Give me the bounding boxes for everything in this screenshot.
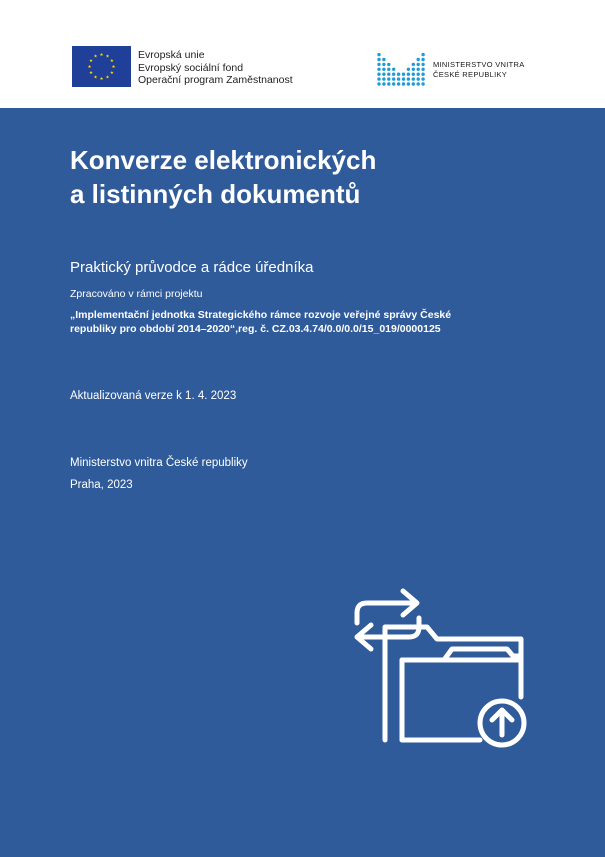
eu-star: ★ [89, 58, 94, 64]
eu-flag-icon [72, 46, 131, 87]
mv-dot [377, 58, 380, 61]
mv-dot [377, 82, 380, 85]
mv-dot [377, 73, 380, 76]
mv-dot [377, 53, 380, 56]
place-year-text: Praha, 2023 [70, 479, 133, 491]
project-line: republiky pro období 2014–2020“,reg. č. CZ.03.4.74/0.0/0.0/15_019/0000125 [70, 323, 441, 335]
mv-line: MINISTERSTVO VNITRA [433, 60, 525, 69]
mv-dot [417, 58, 420, 61]
mv-dot [412, 82, 415, 85]
project-line: „Implementační jednotka Strategického rámce rozvoje veřejné správy České [70, 309, 452, 321]
mv-dot [412, 63, 415, 66]
mv-dot [397, 82, 400, 85]
ministry-logo-text [433, 60, 525, 80]
mv-dot [412, 77, 415, 80]
eu-star: ★ [105, 53, 110, 59]
mv-dot [387, 73, 390, 76]
publisher-text: Ministerstvo vnitra České republiky [70, 457, 248, 469]
eu-program-text [138, 49, 293, 87]
eu-star: ★ [87, 64, 92, 70]
version-text: Aktualizovaná verze k 1. 4. 2023 [70, 390, 237, 402]
mv-dot [382, 68, 385, 71]
title-line: a listinných dokumentů [70, 179, 361, 209]
mv-dot [421, 63, 424, 66]
mv-dot [377, 68, 380, 71]
mv-dot [402, 73, 405, 76]
mv-dot [407, 82, 410, 85]
mv-dot [402, 82, 405, 85]
mv-dot [417, 63, 420, 66]
mv-dot [417, 73, 420, 76]
eu-star: ★ [109, 70, 114, 76]
eu-star: ★ [99, 76, 104, 82]
eu-line: Evropský sociální fond [138, 61, 244, 74]
mv-dot [397, 73, 400, 76]
mv-dot [382, 77, 385, 80]
mv-dot [387, 77, 390, 80]
mv-dot [377, 63, 380, 66]
eu-star: ★ [93, 74, 98, 80]
eu-line: Evropská unie [138, 49, 205, 61]
eu-star: ★ [109, 58, 114, 64]
mv-dot [412, 68, 415, 71]
mv-dot [407, 68, 410, 71]
mv-dot [407, 77, 410, 80]
mv-dot [421, 77, 424, 80]
mv-line: ČESKÉ REPUBLIKY [433, 70, 508, 79]
mv-dot [417, 77, 420, 80]
title-line: Konverze elektronických [70, 145, 377, 175]
mv-dot [377, 77, 380, 80]
mv-dot [382, 58, 385, 61]
mv-dot [392, 82, 395, 85]
eu-star: ★ [111, 64, 116, 70]
mv-dot [402, 77, 405, 80]
project-name [70, 308, 451, 336]
document-subtitle: Praktický průvodce a rádce úředníka [70, 259, 314, 276]
document-title [70, 143, 376, 211]
logo-header [0, 0, 605, 108]
mv-dot [387, 68, 390, 71]
mv-dot [392, 73, 395, 76]
mv-dot [382, 82, 385, 85]
eu-star: ★ [99, 52, 104, 58]
mv-dot [421, 58, 424, 61]
prepared-label: Zpracováno v rámci projektu [70, 288, 203, 300]
mv-dot [407, 73, 410, 76]
mv-dot [421, 73, 424, 76]
mv-dot [382, 63, 385, 66]
mv-dot [382, 73, 385, 76]
mv-dot [421, 68, 424, 71]
mv-dot [397, 77, 400, 80]
ministry-logo-icon [376, 49, 426, 87]
mv-dot [417, 68, 420, 71]
mv-dot [387, 82, 390, 85]
eu-star: ★ [89, 70, 94, 76]
mv-dot [392, 77, 395, 80]
mv-dot [387, 63, 390, 66]
eu-star: ★ [93, 53, 98, 59]
folder-conversion-icon [345, 585, 535, 750]
eu-line: Operační program Zaměstnanost [138, 74, 293, 86]
mv-dot [412, 73, 415, 76]
mv-dot [417, 82, 420, 85]
mv-dot [392, 68, 395, 71]
mv-dot [421, 82, 424, 85]
eu-star: ★ [105, 74, 110, 80]
mv-dot [421, 53, 424, 56]
